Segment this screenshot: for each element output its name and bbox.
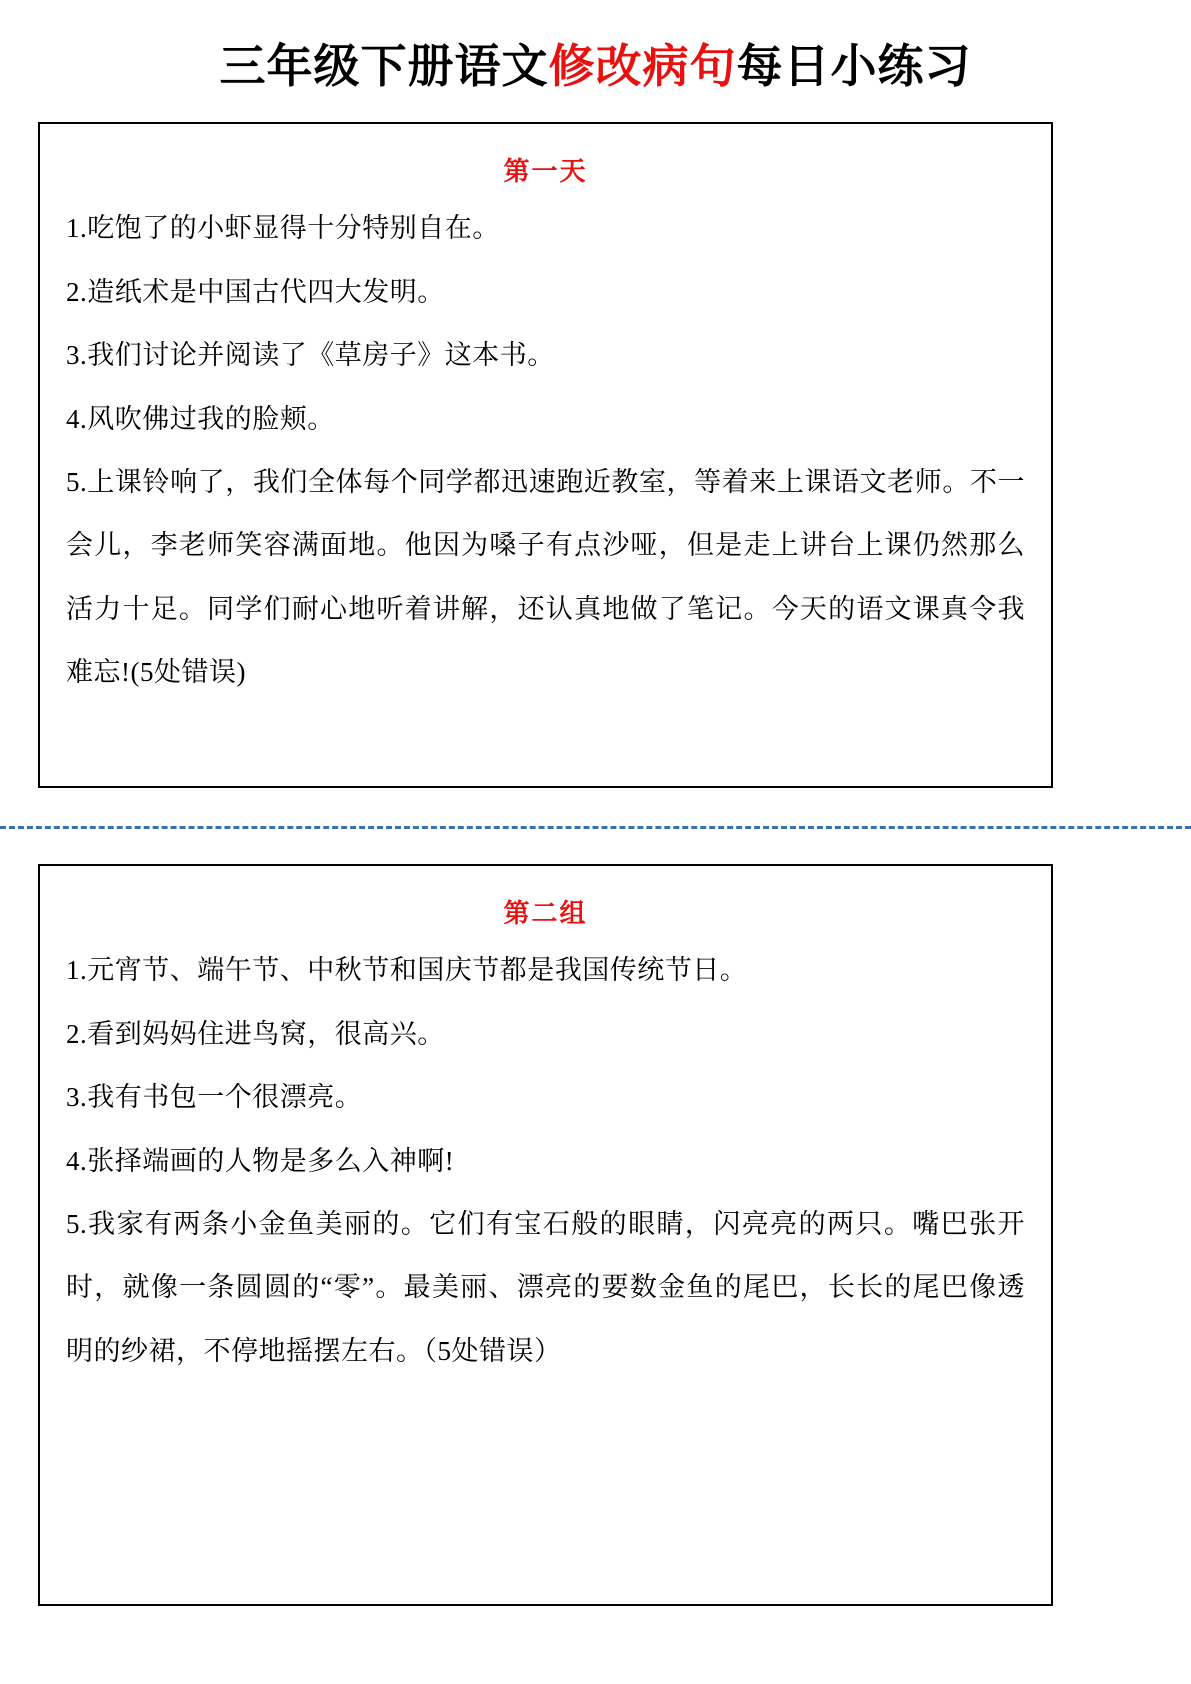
list-item: 2.看到妈妈住进鸟窝，很高兴。 [66, 1018, 445, 1049]
exercise-section-2 [38, 864, 1053, 1606]
list-item: 1.吃饱了的小虾显得十分特别自在。 [66, 213, 500, 244]
dashed-separator [0, 826, 1191, 829]
list-item: 3.我有书包一个很漂亮。 [66, 1082, 363, 1113]
list-item: 5.我家有两条小金鱼美丽的。它们有宝石般的眼睛，闪亮亮的两只。嘴巴张开时，就像一条圆圆的“零”。最美丽、漂亮的要数金鱼的尾巴，长长的尾巴像透明的纱裙，不停地摇摆左右。（5处错误） [66, 1208, 1025, 1366]
exercise-section-1 [38, 122, 1053, 788]
page-title-prefix: 三年级下册语文 [219, 41, 549, 92]
list-item: 4.张择端画的人物是多么入神啊! [66, 1145, 455, 1176]
section-1-item-list [66, 197, 1025, 705]
section-1-header: 第一天 [503, 157, 588, 186]
list-item: 5.上课铃响了，我们全体每个同学都迅速跑近教室，等着来上课语文老师。不一会儿，李老师笑容满面地。他因为嗓子有点沙哑，但是走上讲台上课仍然那么活力十足。同学们耐心地听着讲解，还认真地做了笔记。今天的语文课真令我难忘!(5处错误) [66, 466, 1025, 688]
page-title-suffix: 每日小练习 [736, 41, 972, 92]
list-item: 4.风吹佛过我的脸颊。 [66, 403, 335, 434]
list-item: 2.造纸术是中国古代四大发明。 [66, 276, 445, 307]
section-2-item-list [66, 939, 1025, 1383]
list-item: 3.我们讨论并阅读了《草房子》这本书。 [66, 340, 555, 371]
page-title [0, 0, 1191, 109]
page-title-highlight: 修改病句 [548, 41, 737, 92]
section-2-header: 第二组 [503, 899, 588, 928]
list-item: 1.元宵节、端午节、中秋节和国庆节都是我国传统节日。 [66, 955, 748, 986]
